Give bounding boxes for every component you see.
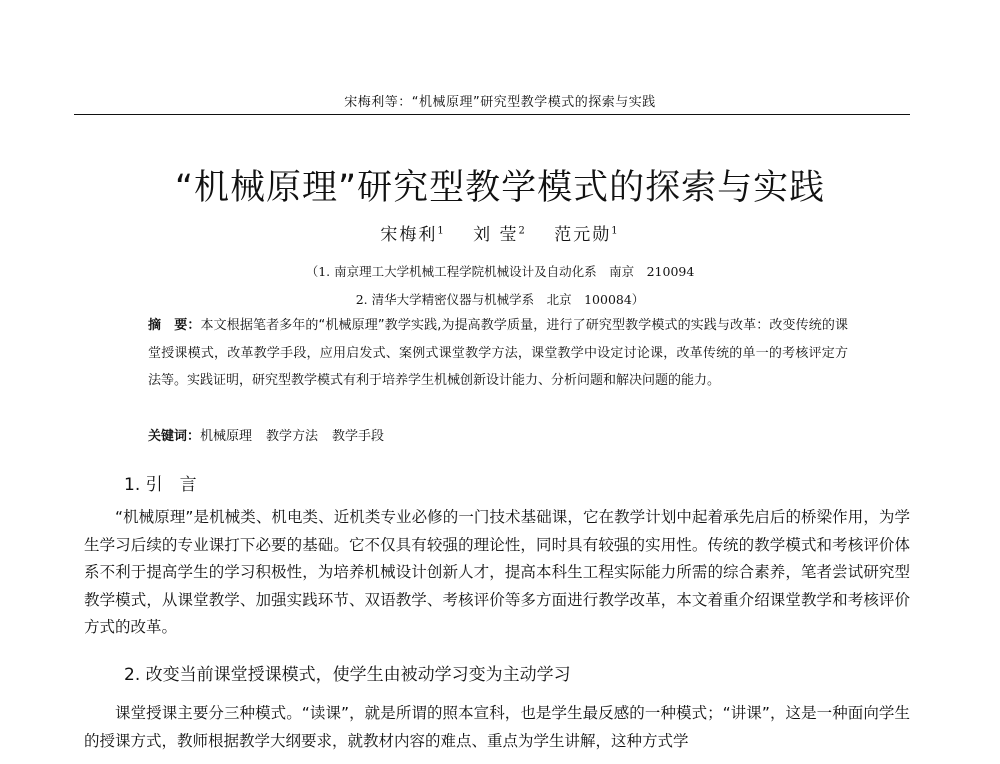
keywords-label: 关键词：: [148, 429, 201, 444]
abstract: [148, 312, 848, 395]
section-heading-introduction: 1. 引 言: [124, 475, 197, 495]
abstract-text: 本文根据笔者多年的“机械原理”教学实践,为提高教学质量，进行了研究型教学模式的实践与改革：改变传统的课堂授课模式，改革教学手段，应用启发式、案例式课堂教学方法，课堂教学中设定讨论课，改革传统的单一的考核评定方法等。实践证明，研究型教学模式有利于培养学生机械创新设计能力、分析问题和解决问题的能力。: [148, 318, 848, 388]
keyword: 教学手段: [332, 429, 385, 444]
author-list: [0, 220, 1000, 245]
author: [554, 225, 619, 245]
header-rule: [74, 114, 910, 115]
paper-title: “机械原理”研究型教学模式的探索与实践: [174, 168, 826, 208]
section-heading-teaching-mode: 2. 改变当前课堂授课模式，使学生由被动学习变为主动学习: [124, 665, 571, 685]
affiliation-1: （1. 南京理工大学机械工程学院机械设计及自动化系 南京 210094: [305, 264, 695, 279]
abstract-label: 摘 要：: [148, 318, 201, 333]
running-header: 宋梅利等：“机械原理”研究型教学模式的探索与实践: [344, 95, 656, 110]
keywords: [148, 425, 848, 444]
author: [473, 225, 527, 245]
section-paragraph: “机械原理”是机械类、机电类、近机类专业必修的一门技术基础课，它在教学计划中起着承先启后的桥梁作用，为学生学习后续的专业课打下必要的基础。它不仅具有较强的理论性，同时具有较强的实用性。传统的教学模式和考核评价体系不利于提高学生的学习积极性，为培养机械设计创新人才，提高本科生工程实际能力所需的综合素养，笔者尝试研究型教学模式，从课堂教学、加强实践环节、双语教学、考核评价等多方面进行教学改革，本文着重介绍课堂教学和考核评价方式的改革。: [84, 508, 910, 636]
author-affiliation-mark: 1: [611, 225, 620, 237]
author-affiliation-mark: 1: [437, 225, 446, 237]
author-name: 范元勋: [554, 225, 612, 245]
author-affiliation-mark: 2: [518, 225, 527, 237]
author-name: 刘 莹: [473, 225, 519, 245]
affiliation-2: 2. 清华大学精密仪器与机械学系 北京 100084）: [355, 292, 645, 307]
keyword: 机械原理: [200, 429, 253, 444]
section-paragraph: 课堂授课主要分三种模式。“读课”，就是所谓的照本宣科，也是学生最反感的一种模式；“讲课”，这是一种面向学生的授课方式，教师根据教学大纲要求，就教材内容的难点、重点为学生讲解，这种方式学: [84, 704, 910, 750]
keyword: 教学方法: [266, 429, 319, 444]
author: [380, 225, 445, 245]
author-name: 宋梅利: [380, 225, 438, 245]
